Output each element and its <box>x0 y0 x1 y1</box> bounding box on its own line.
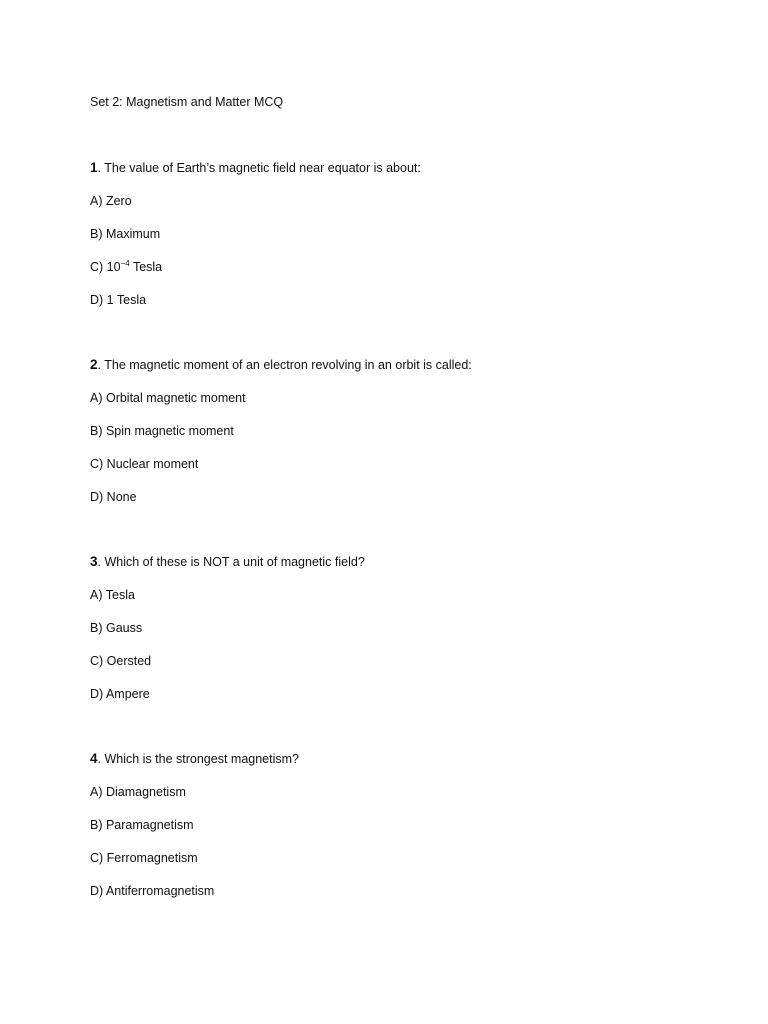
option-d: D) 1 Tesla <box>90 293 147 307</box>
question-2 <box>90 357 472 373</box>
question-3 <box>90 554 365 570</box>
option-a: A) Zero <box>90 194 132 208</box>
question-number: 3 <box>90 554 98 569</box>
option-c: C) Oersted <box>90 654 152 668</box>
question-number: 1 <box>90 160 98 175</box>
option-c-unit: Tesla <box>129 260 163 274</box>
option-c-base: C) 10 <box>90 260 121 274</box>
option-d: D) Antiferromagnetism <box>90 884 215 898</box>
option-b: B) Maximum <box>90 227 161 241</box>
question-number: 4 <box>90 751 98 766</box>
question-text: . Which is the strongest magnetism? <box>97 752 299 766</box>
question-4 <box>90 751 299 767</box>
option-c: C) Nuclear moment <box>90 457 199 471</box>
question-text: . Which of these is NOT a unit of magnetic field? <box>97 555 365 569</box>
option-a: A) Orbital magnetic moment <box>90 391 246 405</box>
option-d: D) Ampere <box>90 687 150 701</box>
option-a: A) Tesla <box>90 588 135 602</box>
question-text: . The magnetic moment of an electron revolving in an orbit is called: <box>97 358 472 372</box>
option-c <box>90 259 162 275</box>
option-d: D) None <box>90 490 137 504</box>
option-a: A) Diamagnetism <box>90 785 186 799</box>
question-1 <box>90 160 421 176</box>
page-title: Set 2: Magnetism and Matter MCQ <box>90 95 284 109</box>
question-number: 2 <box>90 357 98 372</box>
option-c-exponent: −4 <box>120 259 130 268</box>
option-b: B) Spin magnetic moment <box>90 424 234 438</box>
option-b: B) Paramagnetism <box>90 818 194 832</box>
option-c: C) Ferromagnetism <box>90 851 198 865</box>
option-b: B) Gauss <box>90 621 143 635</box>
question-text: . The value of Earth’s magnetic field near equator is about: <box>97 161 421 175</box>
